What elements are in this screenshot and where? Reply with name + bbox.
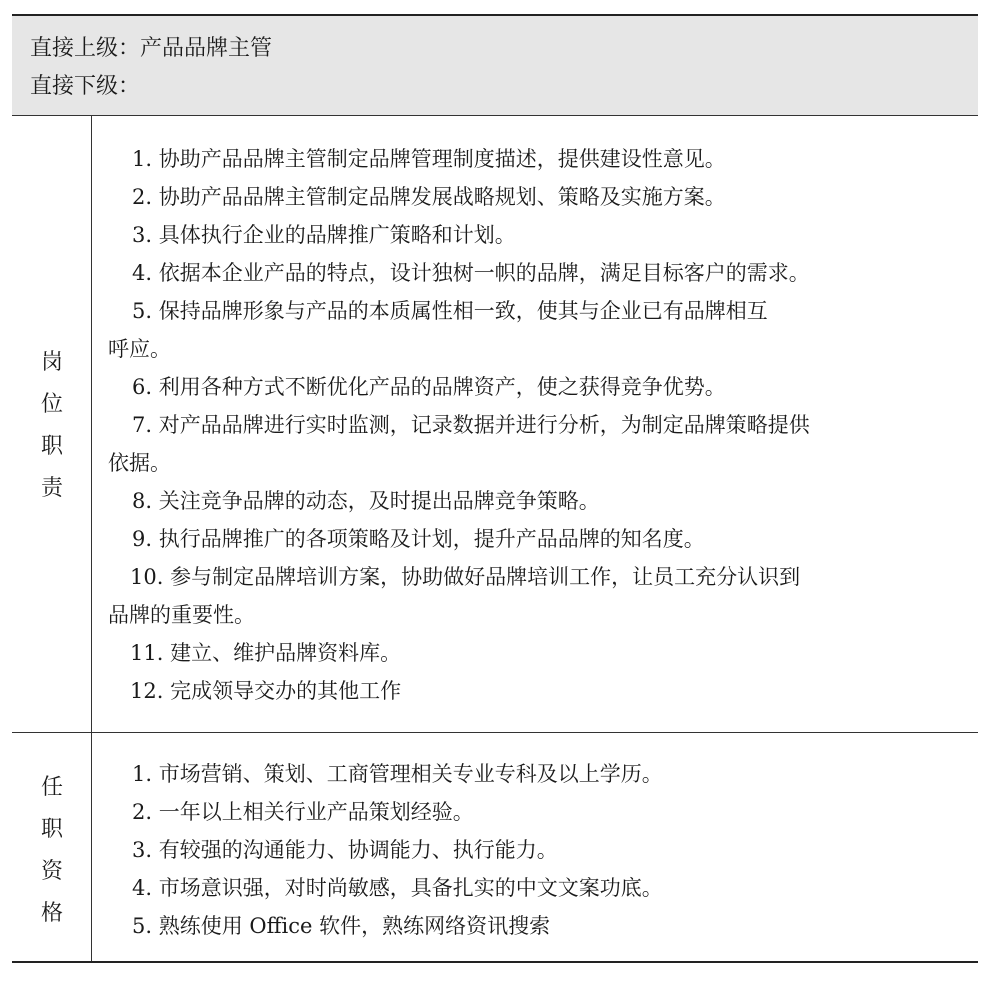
duty-item xyxy=(108,184,964,210)
qualifications-label-column xyxy=(12,733,92,961)
duty-text-continued: 依据。 xyxy=(108,451,171,475)
qualification-item xyxy=(108,799,964,825)
qualifications-label-char: 职 xyxy=(40,817,63,842)
duties-label xyxy=(12,342,92,510)
duty-number: 8. xyxy=(132,489,153,513)
duty-number: 6. xyxy=(132,375,153,399)
duty-number: 11. xyxy=(130,641,164,665)
duty-text: 依据本企业产品的特点，设计独树一帜的品牌，满足目标客户的需求。 xyxy=(158,261,810,285)
duty-item xyxy=(108,374,964,400)
duty-item xyxy=(108,640,964,666)
qualification-number: 1. xyxy=(132,762,153,786)
qualification-text: 一年以上相关行业产品策划经验。 xyxy=(158,800,474,824)
duty-text: 具体执行企业的品牌推广策略和计划。 xyxy=(158,223,516,247)
duty-number: 3. xyxy=(132,223,153,247)
qualification-number: 2. xyxy=(132,800,153,824)
duties-label-char: 职 xyxy=(40,434,63,459)
duty-item xyxy=(108,564,964,628)
duty-text-continued: 品牌的重要性。 xyxy=(108,603,255,627)
duty-text: 保持品牌形象与产品的本质属性相一致，使其与企业已有品牌相互 xyxy=(158,299,768,323)
qualification-text: 熟练使用 Office 软件，熟练网络资讯搜索 xyxy=(158,914,551,938)
direct-superior-line: 直接上级：产品品牌主管 xyxy=(30,36,273,61)
direct-subordinate-line: 直接下级： xyxy=(30,74,141,99)
qualification-item xyxy=(108,837,964,863)
qualification-item xyxy=(108,913,964,939)
qualification-number: 4. xyxy=(132,876,153,900)
duty-text-continued: 呼应。 xyxy=(108,337,171,361)
qualifications-label-char: 格 xyxy=(40,901,63,926)
duty-text: 利用各种方式不断优化产品的品牌资产，使之获得竞争优势。 xyxy=(158,375,726,399)
qualifications-label-char: 任 xyxy=(40,775,63,800)
qualification-number: 5. xyxy=(132,914,153,938)
duties-label-char: 责 xyxy=(40,476,63,501)
duty-number: 5. xyxy=(132,299,153,323)
duties-label-char: 位 xyxy=(40,392,63,417)
qualification-text: 市场营销、策划、工商管理相关专业专科及以上学历。 xyxy=(158,762,663,786)
duty-number: 10. xyxy=(130,565,164,589)
header-band xyxy=(12,14,978,116)
duty-text: 完成领导交办的其他工作 xyxy=(170,679,402,703)
duties-label-char: 岗 xyxy=(40,350,63,375)
duty-item xyxy=(108,146,964,172)
duty-number: 9. xyxy=(132,527,153,551)
duty-number: 1. xyxy=(132,147,153,171)
duty-item xyxy=(108,488,964,514)
duty-text: 关注竞争品牌的动态，及时提出品牌竞争策略。 xyxy=(158,489,600,513)
qualifications-label xyxy=(12,767,92,935)
duty-item xyxy=(108,260,964,286)
qualification-item xyxy=(108,761,964,787)
duty-text: 参与制定品牌培训方案，协助做好品牌培训工作，让员工充分认识到 xyxy=(170,565,801,589)
duty-item xyxy=(108,526,964,552)
duty-number: 4. xyxy=(132,261,153,285)
qualification-text: 市场意识强，对时尚敏感，具备扎实的中文文案功底。 xyxy=(158,876,663,900)
duty-number: 7. xyxy=(132,413,153,437)
duty-item xyxy=(108,678,964,704)
duty-text: 执行品牌推广的各项策略及计划，提升产品品牌的知名度。 xyxy=(158,527,705,551)
qualification-number: 3. xyxy=(132,838,153,862)
qualifications-label-char: 资 xyxy=(40,859,63,884)
duty-text: 建立、维护品牌资料库。 xyxy=(170,641,402,665)
qualification-item xyxy=(108,875,964,901)
duty-item xyxy=(108,412,964,476)
duties-label-column xyxy=(12,116,92,732)
qualifications-section xyxy=(12,733,978,963)
duty-text: 协助产品品牌主管制定品牌发展战略规划、策略及实施方案。 xyxy=(158,185,726,209)
duty-text: 协助产品品牌主管制定品牌管理制度描述，提供建设性意见。 xyxy=(158,147,726,171)
duty-number: 2. xyxy=(132,185,153,209)
qualification-text: 有较强的沟通能力、协调能力、执行能力。 xyxy=(158,838,558,862)
duty-text: 对产品品牌进行实时监测，记录数据并进行分析，为制定品牌策略提供 xyxy=(158,413,810,437)
duty-item xyxy=(108,222,964,248)
duty-item xyxy=(108,298,964,362)
duties-section xyxy=(12,116,978,733)
duty-number: 12. xyxy=(130,679,164,703)
